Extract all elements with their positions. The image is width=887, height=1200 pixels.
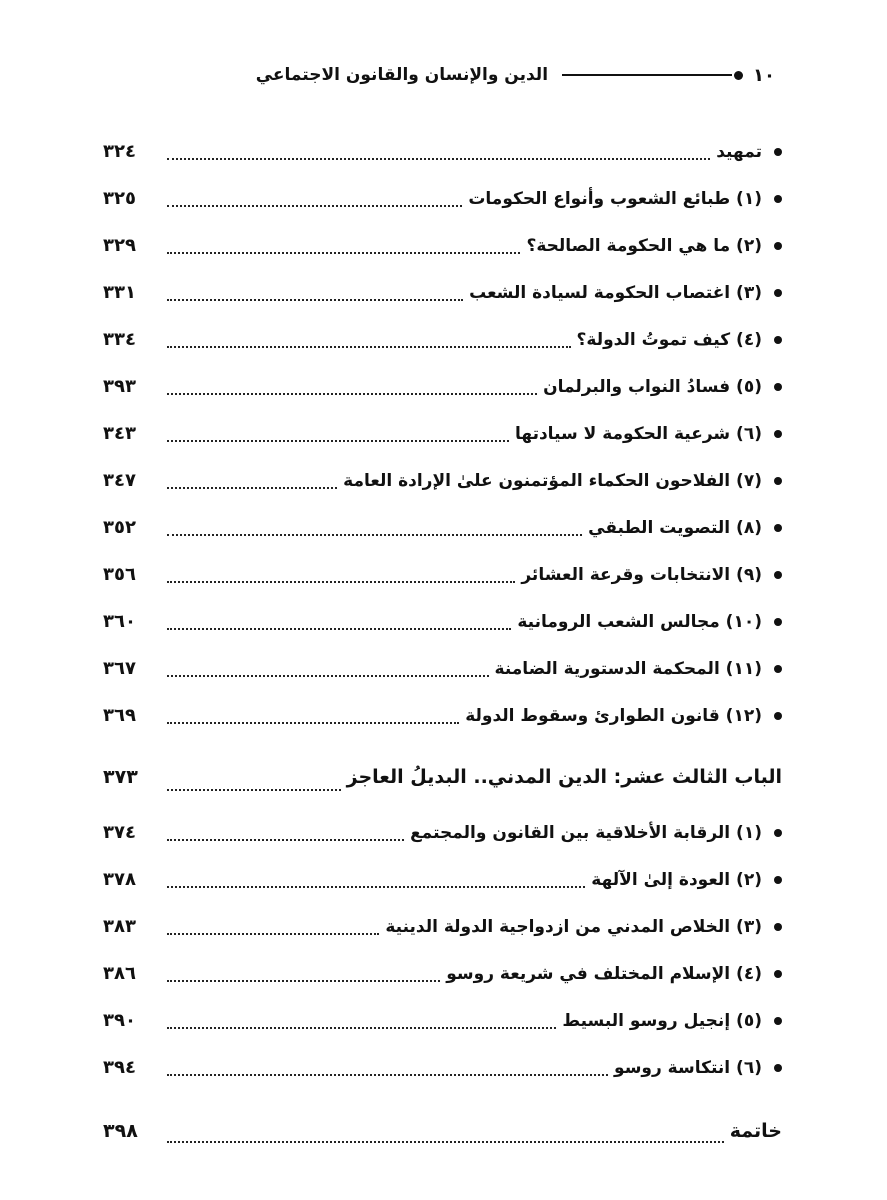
bullet-icon (774, 524, 782, 532)
bullet-icon (774, 289, 782, 297)
toc-entry-page: ٣٤٧ (103, 470, 136, 491)
toc-entry-page: ٣٦٧ (103, 658, 136, 679)
toc-entry-title: (١١) المحكمة الدستورية الضامنة (494, 658, 762, 679)
toc-entry-title: (١) الرقابة الأخلاقية بين القانون والمجتمع (410, 822, 762, 843)
toc-entry-title: (١٢) قانون الطوارئ وسقوط الدولة (465, 705, 762, 726)
dot-leader (167, 440, 509, 442)
toc-entry-title: (٦) شرعية الحكومة لا سيادتها (514, 423, 762, 444)
table-of-contents (103, 128, 782, 1161)
toc-entry (103, 504, 782, 551)
toc-entry-title: (٣) اغتصاب الحكومة لسيادة الشعب (469, 282, 762, 303)
toc-entry (103, 222, 782, 269)
dot-leader (167, 1074, 608, 1076)
bullet-icon (774, 1017, 782, 1025)
toc-entry-page: ٣٧٤ (103, 822, 136, 843)
dot-leader (167, 205, 462, 207)
toc-entry (103, 645, 782, 692)
bullet-icon (774, 970, 782, 978)
bullet-icon (774, 876, 782, 884)
bullet-icon (774, 383, 782, 391)
dot-leader (167, 158, 710, 160)
toc-entry-page: ٣٣١ (103, 282, 136, 303)
bullet-icon (774, 665, 782, 673)
toc-entry-page: ٣٦٠ (103, 611, 136, 632)
chapter-page: ٣٧٣ (103, 766, 138, 788)
toc-entry-page: ٣٥٢ (103, 517, 136, 538)
toc-entry (103, 128, 782, 175)
chapter-title: الباب الثالث عشر: الدين المدني.. البديلُ العاجز (346, 766, 782, 788)
toc-entry-page: ٣٢٥ (103, 188, 136, 209)
toc-entry-page: ٣٩٤ (103, 1057, 136, 1078)
toc-entry (103, 950, 782, 997)
toc-entry-page: ٣٣٤ (103, 329, 136, 350)
bullet-icon (774, 477, 782, 485)
toc-entry-title: (٢) ما هي الحكومة الصالحة؟ (526, 235, 762, 256)
toc-entry-page: ٣٩٣ (103, 376, 136, 397)
toc-entry-title: تمهيد (716, 141, 762, 162)
toc-entry (103, 856, 782, 903)
bullet-icon (774, 712, 782, 720)
toc-entry-page: ٣٦٩ (103, 705, 136, 726)
toc-chapter-heading (103, 739, 782, 809)
dot-leader (167, 581, 515, 583)
toc-entry-page: ٣٨٦ (103, 963, 136, 984)
toc-entry (103, 997, 782, 1044)
dot-leader (167, 1141, 724, 1143)
bullet-icon (774, 1064, 782, 1072)
toc-entry-title: (١) طبائع الشعوب وأنواع الحكومات (468, 188, 762, 209)
dot-leader (167, 1027, 556, 1029)
closing-title: خاتمة (729, 1120, 782, 1142)
bullet-icon (774, 336, 782, 344)
toc-entry (103, 316, 782, 363)
dot-leader (167, 722, 459, 724)
toc-entry (103, 1044, 782, 1091)
dot-leader (167, 487, 337, 489)
toc-entry (103, 363, 782, 410)
bullet-icon (774, 618, 782, 626)
dot-leader (167, 393, 537, 395)
closing-page: ٣٩٨ (103, 1120, 138, 1142)
bullet-icon (774, 923, 782, 931)
toc-entry-page: ٣٨٣ (103, 916, 136, 937)
toc-entry (103, 269, 782, 316)
dot-leader (167, 534, 582, 536)
toc-entry-title: (٤) الإسلام المختلف في شريعة روسو (446, 963, 762, 984)
running-title: الدين والإنسان والقانون الاجتماعي (255, 65, 549, 85)
toc-entry-title: (٢) العودة إلىٰ الآلهة (591, 869, 762, 890)
dot-leader (167, 346, 571, 348)
running-header (92, 58, 775, 92)
bullet-icon (774, 430, 782, 438)
toc-entry-title: (٥) إنجيل روسو البسيط (562, 1010, 762, 1031)
toc-entry-title: (٧) الفلاحون الحكماء المؤتمنون علىٰ الإرادة العامة (343, 470, 762, 491)
bullet-icon (774, 571, 782, 579)
toc-entry (103, 809, 782, 856)
toc-entry (103, 457, 782, 504)
toc-entry-title: (٥) فسادُ النواب والبرلمان (543, 376, 762, 397)
toc-entry (103, 175, 782, 222)
toc-entry (103, 692, 782, 739)
toc-entry (103, 410, 782, 457)
toc-entry-title: (٤) كيف تموتُ الدولة؟ (576, 329, 762, 350)
toc-entry-title: (١٠) مجالس الشعب الرومانية (517, 611, 762, 632)
header-dot (734, 71, 743, 80)
dot-leader (167, 789, 341, 791)
toc-entry-page: ٣٩٠ (103, 1010, 136, 1031)
dot-leader (167, 886, 585, 888)
dot-leader (167, 252, 520, 254)
dot-leader (167, 628, 511, 630)
toc-entry-page: ٣٢٤ (103, 141, 136, 162)
toc-entry-page: ٣٥٦ (103, 564, 136, 585)
toc-closing (103, 1091, 782, 1161)
bullet-icon (774, 829, 782, 837)
page-number: ١٠ (753, 64, 775, 86)
toc-entry-page: ٣٢٩ (103, 235, 136, 256)
toc-entry-page: ٣٧٨ (103, 869, 136, 890)
header-rule (562, 74, 732, 76)
toc-entry-title: (٩) الانتخابات وقرعة العشائر (521, 564, 762, 585)
bullet-icon (774, 195, 782, 203)
toc-entry-title: (٨) التصويت الطبقي (588, 517, 762, 538)
toc-entry (103, 551, 782, 598)
toc-entry-title: (٣) الخلاص المدني من ازدواجية الدولة الدينية (385, 916, 762, 937)
dot-leader (167, 299, 463, 301)
bullet-icon (774, 148, 782, 156)
toc-entry-title: (٦) انتكاسة روسو (614, 1057, 762, 1078)
toc-entry (103, 903, 782, 950)
dot-leader (167, 933, 379, 935)
dot-leader (167, 980, 440, 982)
dot-leader (167, 675, 489, 677)
bullet-icon (774, 242, 782, 250)
toc-entry-page: ٣٤٣ (103, 423, 136, 444)
dot-leader (167, 839, 404, 841)
toc-entry (103, 598, 782, 645)
